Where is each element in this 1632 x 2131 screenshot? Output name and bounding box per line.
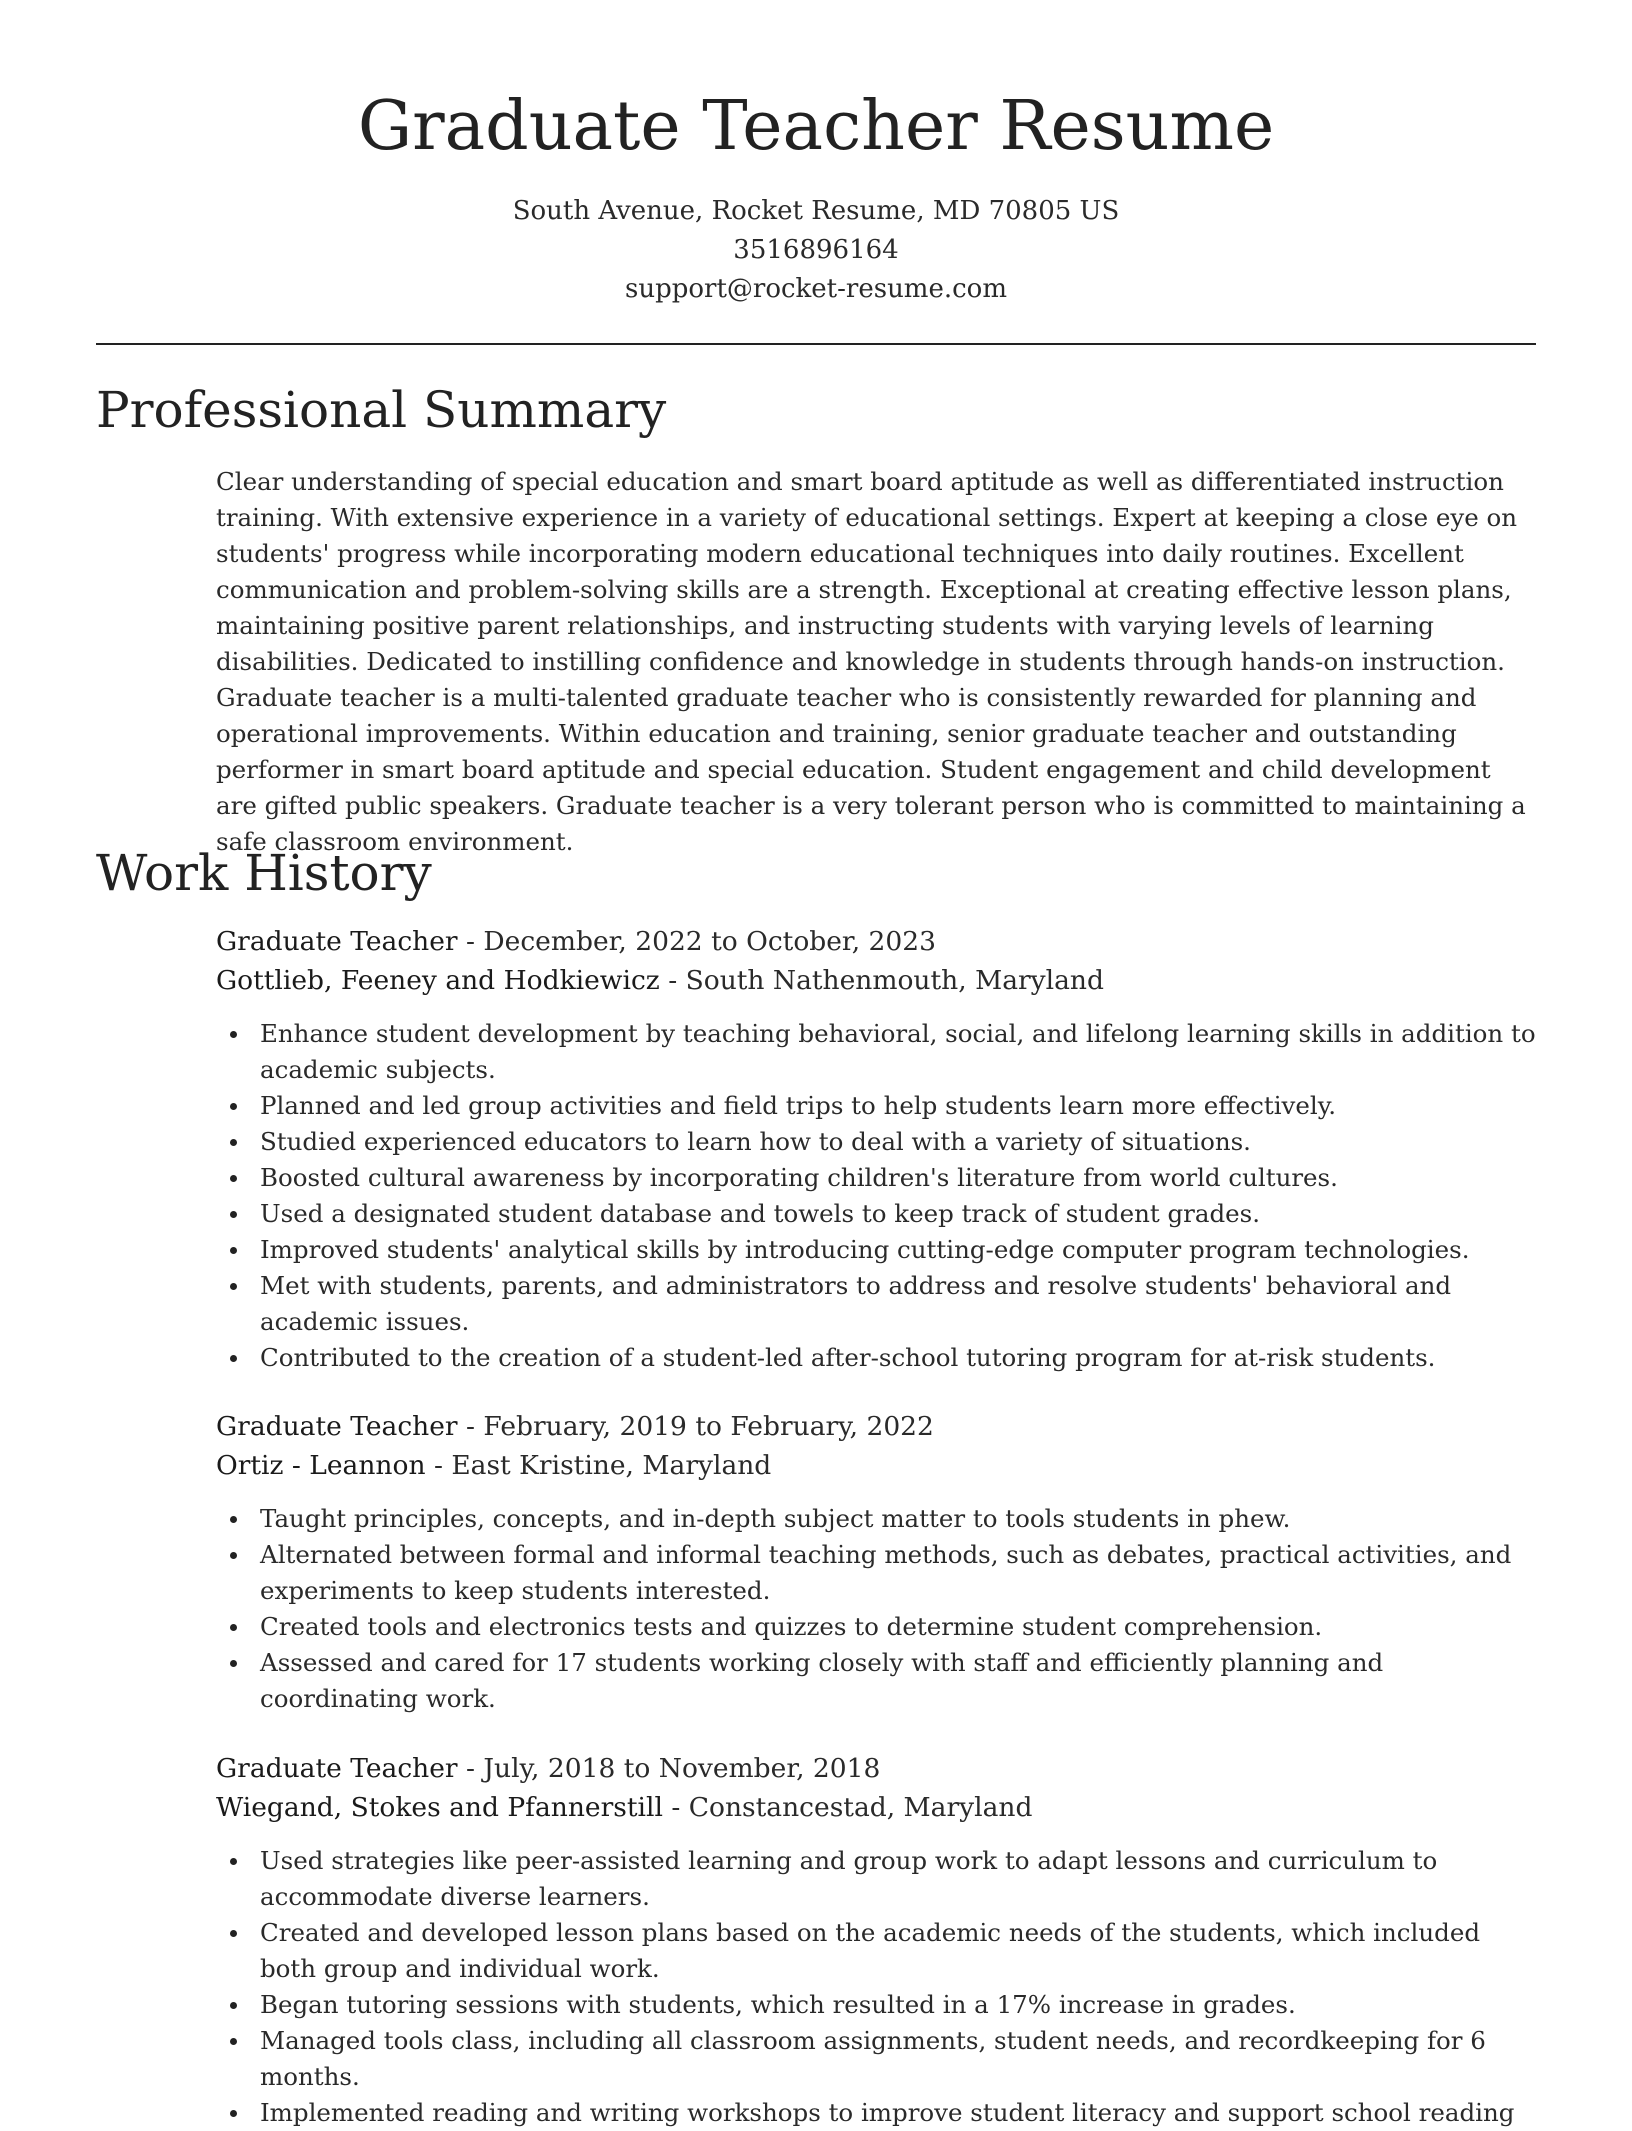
bullet-icon (230, 1103, 237, 1110)
bullet-icon (230, 1283, 237, 1290)
bullet-item (216, 1843, 1536, 1915)
job-dates: - February, 2019 to February, 2022 (457, 1411, 934, 1442)
job-bullets (216, 1501, 1536, 1717)
job-company-line (216, 1446, 1536, 1485)
bullet-icon (230, 1624, 237, 1631)
bullet-text: Boosted cultural awareness by incorporating children's literature from world cultures. (260, 1163, 1338, 1192)
bullet-text: Used a designated student database and towels to keep track of student grades. (260, 1199, 1261, 1228)
job-title: Graduate Teacher (216, 926, 458, 957)
contact-address: South Avenue, Rocket Resume, MD 70805 US (512, 196, 1120, 226)
bullet-item (216, 1609, 1536, 1645)
contact-email: support@rocket-resume.com (624, 274, 1007, 304)
bullet-item (216, 2095, 1536, 2131)
job-dates: - December, 2022 to October, 2023 (457, 926, 936, 957)
bullet-text: Planned and led group activities and field trips to help students learn more effectively. (260, 1091, 1337, 1120)
bullet-icon (230, 2002, 237, 2009)
bullet-text: Created and developed lesson plans based on the academic needs of the students, which included both group and individual work. (260, 1918, 1480, 1983)
bullet-item (216, 1160, 1536, 1196)
bullet-item (216, 2023, 1536, 2095)
job-company: Ortiz - Leannon (216, 1450, 426, 1481)
bullet-icon (230, 2110, 237, 2117)
bullet-item (216, 1124, 1536, 1160)
bullet-text: Enhance student development by teaching behavioral, social, and lifelong learning skills in addition to academic subjects. (260, 1019, 1536, 1084)
bullet-item (216, 1915, 1536, 1987)
bullet-text: Implemented reading and writing workshops to improve student literacy and support school reading (260, 2098, 1515, 2127)
bullet-item (216, 1016, 1536, 1088)
bullet-text: Managed tools class, including all classroom assignments, student needs, and recordkeeping for 6 months. (260, 2026, 1486, 2091)
bullet-item (216, 1232, 1536, 1268)
job-company: Wiegand, Stokes and Pfannerstill (216, 1792, 663, 1823)
contact-block (0, 192, 1632, 309)
work-history-heading: Work History (96, 844, 432, 902)
bullet-text: Taught principles, concepts, and in-depth subject matter to tools students in phew. (260, 1504, 1291, 1533)
bullet-icon (230, 1660, 237, 1667)
job-company-line (216, 1788, 1536, 1827)
bullet-text: Used strategies like peer-assisted learning and group work to adapt lessons and curriculum to accommodate diverse learners. (260, 1846, 1438, 1911)
bullet-item (216, 1645, 1536, 1717)
resume-title: Graduate Teacher Resume (357, 87, 1275, 166)
bullet-icon (230, 1516, 237, 1523)
bullet-icon (230, 1552, 237, 1559)
job-company-line (216, 961, 1536, 1000)
bullet-icon (230, 1355, 237, 1362)
bullet-text: Assessed and cared for 17 students working closely with staff and efficiently planning and coordinating work. (260, 1648, 1384, 1713)
bullet-icon (230, 1930, 237, 1937)
summary-heading: Professional Summary (96, 381, 667, 439)
bullet-text: Improved students' analytical skills by introducing cutting-edge computer program technologies. (260, 1235, 1470, 1264)
bullet-text: Studied experienced educators to learn how to deal with a variety of situations. (260, 1127, 1251, 1156)
job-title-line (216, 1407, 1536, 1446)
job-location: - Constancestad, Maryland (662, 1792, 1033, 1823)
bullet-item (216, 1501, 1536, 1537)
bullet-icon (230, 1175, 237, 1182)
job-title: Graduate Teacher (216, 1411, 458, 1442)
job-title-line (216, 922, 1536, 961)
bullet-icon (230, 1247, 237, 1254)
job-bullets (216, 1843, 1536, 2131)
job-location: - South Nathenmouth, Maryland (659, 965, 1104, 996)
job-bullets (216, 1016, 1536, 1376)
job-entry (216, 1407, 1536, 1717)
bullet-text: Contributed to the creation of a student-led after-school tutoring program for at-risk students. (260, 1343, 1436, 1372)
bullet-item (216, 1196, 1536, 1232)
job-company: Gottlieb, Feeney and Hodkiewicz (216, 965, 660, 996)
bullet-text: Alternated between formal and informal teaching methods, such as debates, practical activities, and experiments to keep students interested. (260, 1540, 1512, 1605)
bullet-icon (230, 1858, 237, 1865)
contact-phone: 3516896164 (733, 235, 899, 265)
bullet-icon (230, 1031, 237, 1038)
job-title: Graduate Teacher (216, 1753, 458, 1784)
bullet-text: Created tools and electronics tests and quizzes to determine student comprehension. (260, 1612, 1323, 1641)
resume-header (0, 0, 1632, 309)
bullet-icon (230, 2038, 237, 2045)
header-divider (96, 343, 1536, 345)
bullet-item (216, 1268, 1536, 1340)
bullet-text: Began tutoring sessions with students, which resulted in a 17% increase in grades. (260, 1990, 1296, 2019)
job-title-line (216, 1749, 1536, 1788)
bullet-text: Met with students, parents, and administrators to address and resolve students' behavioral and academic issues. (260, 1271, 1452, 1336)
bullet-item (216, 1537, 1536, 1609)
job-location: - East Kristine, Maryland (425, 1450, 772, 1481)
bullet-icon (230, 1139, 237, 1146)
bullet-item (216, 1987, 1536, 2023)
job-entry (216, 922, 1536, 1376)
bullet-item (216, 1340, 1536, 1376)
bullet-icon (230, 1211, 237, 1218)
job-entry (216, 1749, 1536, 2131)
summary-text: Clear understanding of special education and smart board aptitude as well as differentiated instruction training. With extensive experience in a variety of educational settings. Expert at keeping a close eye on students' progress while incorporating modern educational techniques into daily routines. Excellent communication and problem-solving skills are a strength. Exceptional at creating effective lesson plans, maintaining positive parent relationships, and instructing students with varying levels of learning disabilities. Dedicated to instilling confidence and knowledge in students through hands-on instruction. Graduate teacher is a multi-talented graduate teacher who is consistently rewarded for planning and operational improvements. Within education and training, senior graduate teacher and outstanding performer in smart board aptitude and special education. Student engagement and child development are gifted public speakers. Graduate teacher is a very tolerant person who is committed to maintaining a safe classroom environment. (216, 467, 1526, 856)
job-dates: - July, 2018 to November, 2018 (457, 1753, 881, 1784)
bullet-item (216, 1088, 1536, 1124)
